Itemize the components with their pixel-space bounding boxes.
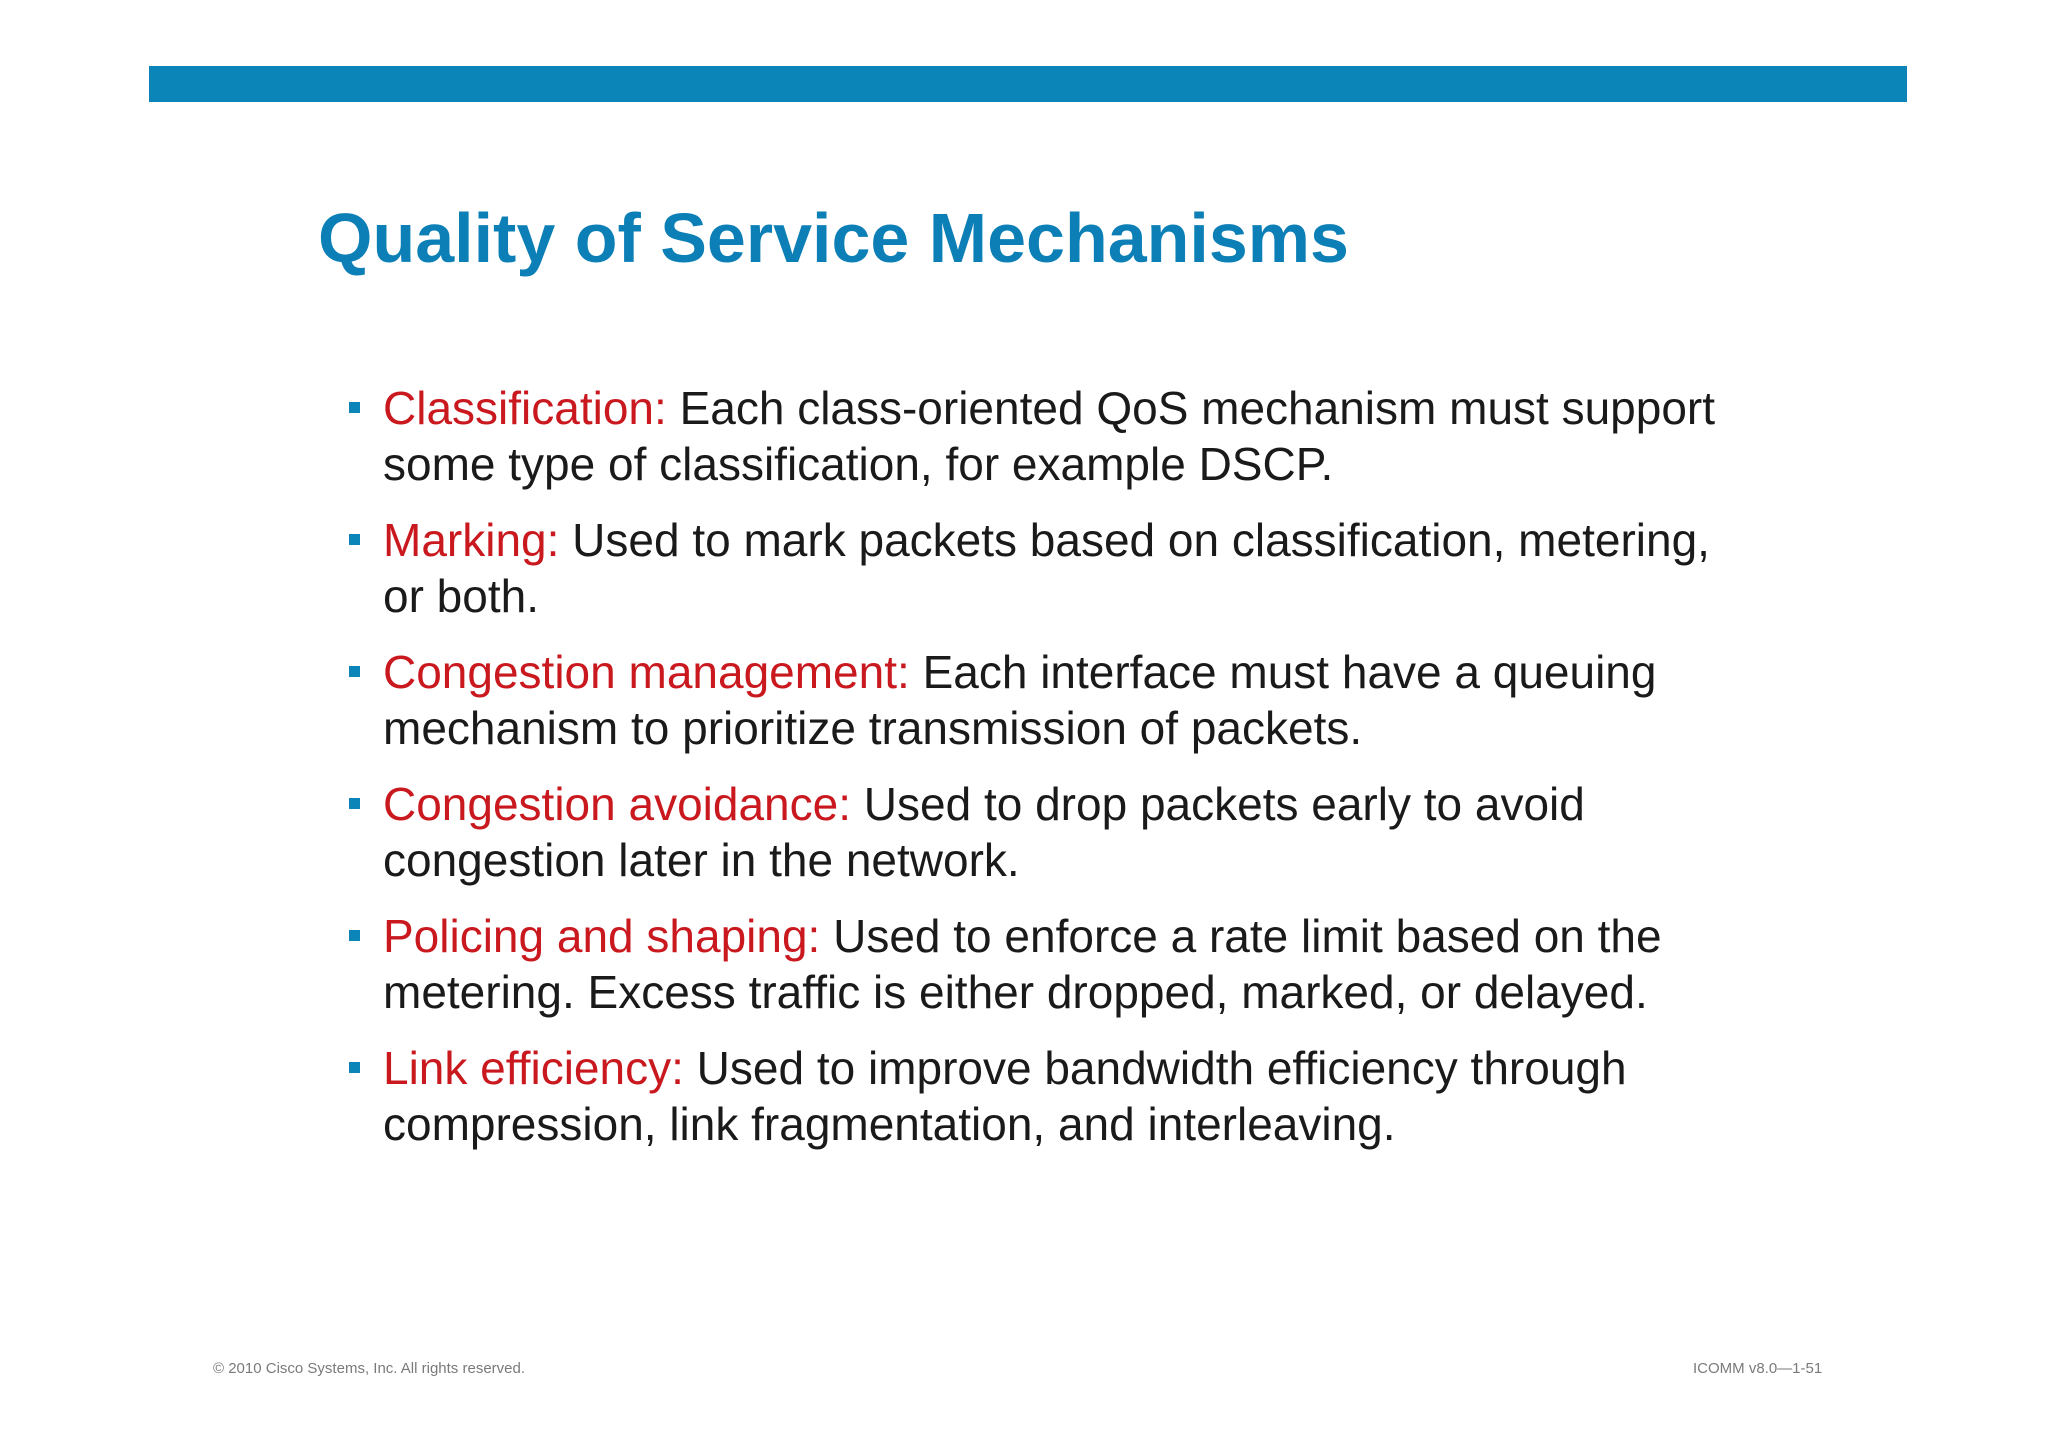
bullet-list: [346, 380, 1726, 1172]
bullet-item-classification: [346, 380, 1726, 492]
bullet-text: Used to drop packets early to avoid congestion later in the network.: [383, 778, 1585, 886]
bullet-text: Used to improve bandwidth efficiency through compression, link fragmentation, and interleaving.: [383, 1042, 1627, 1150]
square-bullet-icon: [349, 534, 360, 545]
bullet-item-policing-and-shaping: [346, 908, 1726, 1020]
bullet-term: Policing and shaping:: [383, 910, 821, 962]
bullet-item-congestion-avoidance: [346, 776, 1726, 888]
bullet-item-marking: [346, 512, 1726, 624]
bullet-term: Classification:: [383, 382, 667, 434]
square-bullet-icon: [349, 930, 360, 941]
square-bullet-icon: [349, 1062, 360, 1073]
bullet-term: Link efficiency:: [383, 1042, 684, 1094]
bullet-text: Each interface must have a queuing mechanism to prioritize transmission of packets.: [383, 646, 1657, 754]
bullet-text: Each class-oriented QoS mechanism must support some type of classification, for example DSCP.: [383, 382, 1716, 490]
copyright-footer: © 2010 Cisco Systems, Inc. All rights reserved.: [213, 1360, 526, 1377]
square-bullet-icon: [349, 798, 360, 809]
slide-title: Quality of Service Mechanisms: [318, 199, 1349, 277]
bullet-text: Used to mark packets based on classification, metering, or both.: [383, 514, 1710, 622]
header-accent-bar: [149, 66, 1907, 102]
bullet-term: Marking:: [383, 514, 560, 566]
bullet-item-link-efficiency: [346, 1040, 1726, 1152]
square-bullet-icon: [349, 402, 360, 413]
bullet-term: Congestion avoidance:: [383, 778, 851, 830]
bullet-text: Used to enforce a rate limit based on the metering. Excess traffic is either dropped, marked, or delayed.: [383, 910, 1662, 1018]
bullet-item-congestion-management: [346, 644, 1726, 756]
square-bullet-icon: [349, 666, 360, 677]
course-code-footer: ICOMM v8.0—1-51: [1693, 1360, 1823, 1377]
bullet-term: Congestion management:: [383, 646, 910, 698]
